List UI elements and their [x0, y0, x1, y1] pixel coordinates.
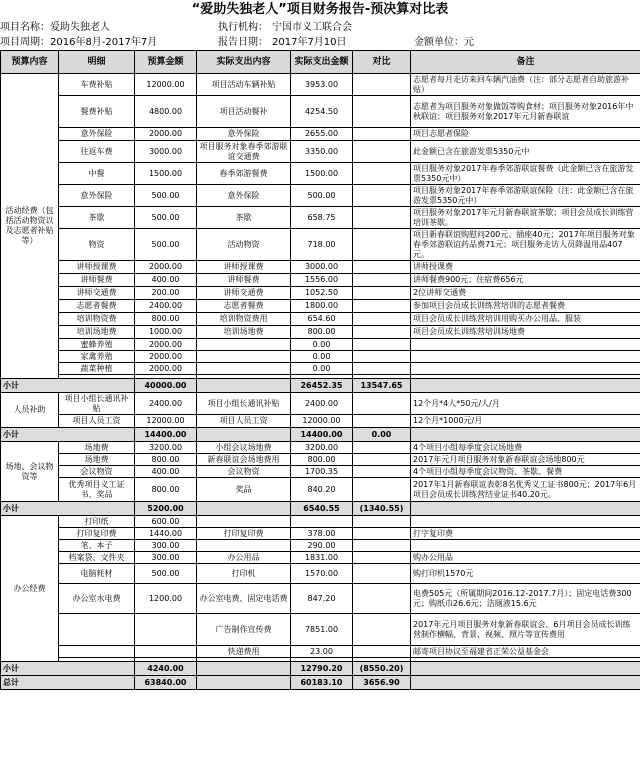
budget-amount: 500.00 — [135, 564, 197, 584]
note: 项目新春联谊购慰问200元、插座40元；2017年项目服务对象春季郊游联谊药品费71元；项目服务走访人员降温用品407元。 — [411, 229, 640, 261]
category-cell: 办公经费 — [1, 516, 59, 662]
item-cell: 会议物资 — [59, 466, 135, 478]
diff-amount — [353, 207, 411, 229]
table-row — [1, 207, 640, 229]
actual-amount: 800.00 — [291, 454, 353, 466]
note: 此金额已含在旅游发票5350元中 — [411, 141, 640, 163]
diff-amount — [353, 454, 411, 466]
actual-content: 打印机 — [197, 564, 291, 584]
table-row — [1, 442, 640, 454]
actual-content — [197, 351, 291, 363]
diff-amount: 0.00 — [353, 428, 411, 442]
actual-amount: 12000.00 — [291, 415, 353, 428]
item-cell: 蜜蜂养殖 — [59, 339, 135, 351]
table-row — [1, 141, 640, 163]
header-cell: 预算金额 — [135, 51, 197, 74]
item-cell: 中餐 — [59, 163, 135, 185]
item-cell: 讲师授课费 — [59, 261, 135, 274]
actual-amount: 800.00 — [291, 326, 353, 339]
budget-amount: 4800.00 — [135, 96, 197, 128]
table-row — [1, 540, 640, 552]
actual-content: 意外保险 — [197, 128, 291, 141]
item-cell: 车费补贴 — [59, 74, 135, 96]
actual-content: 快递费用 — [197, 646, 291, 658]
actual-amount: 0.00 — [291, 363, 353, 375]
actual-content — [197, 516, 291, 528]
item-cell: 往返车费 — [59, 141, 135, 163]
report-title: “爱助失独老人”项目财务报告-预决算对比表 — [191, 2, 449, 17]
actual-content: 新春联谊会场地费用 — [197, 454, 291, 466]
actual-content — [197, 540, 291, 552]
table-row — [1, 478, 640, 502]
actual-content — [197, 502, 291, 516]
unit-value: 元 — [464, 37, 474, 48]
table-row — [1, 393, 640, 415]
note: 项目服务对象2017年春季郊游联谊餐费（此金额已含在旅游发票5350元中） — [411, 163, 640, 185]
period-value: 2016年8月-2017年7月 — [50, 37, 158, 48]
table-row — [1, 564, 640, 584]
actual-content — [197, 339, 291, 351]
actual-content: 办公用品 — [197, 552, 291, 564]
project-name: 爱助失独老人 — [50, 22, 110, 33]
budget-amount: 14400.00 — [135, 428, 197, 442]
item-cell: 志愿者餐费 — [59, 300, 135, 313]
item-cell — [59, 614, 135, 646]
diff-amount — [353, 141, 411, 163]
diff-amount — [353, 96, 411, 128]
actual-content: 项目活动餐补 — [197, 96, 291, 128]
diff-amount — [353, 614, 411, 646]
diff-amount — [353, 584, 411, 614]
table-row — [1, 528, 640, 540]
budget-amount: 800.00 — [135, 454, 197, 466]
unit-label: 金额单位： — [414, 37, 464, 48]
budget-amount: 500.00 — [135, 207, 197, 229]
actual-amount: 7851.00 — [291, 614, 353, 646]
budget-amount: 800.00 — [135, 313, 197, 326]
subtotal-row — [1, 676, 640, 690]
actual-amount: 1831.00 — [291, 552, 353, 564]
report-date-label: 报告日期： — [218, 37, 268, 48]
note: 2位讲师交通费 — [411, 287, 640, 300]
actual-amount: 14400.00 — [291, 428, 353, 442]
meta-row-1 — [0, 20, 640, 35]
diff-amount — [353, 74, 411, 96]
org-name: 宁国市义工联合会 — [272, 22, 352, 33]
diff-amount: 13547.65 — [353, 379, 411, 393]
actual-amount: 1052.50 — [291, 287, 353, 300]
item-cell: 笔、本子 — [59, 540, 135, 552]
item-cell: 培训物资费 — [59, 313, 135, 326]
diff-amount — [353, 326, 411, 339]
note: 电费505元（所属期间2016.12-2017.7月）；固定电话费300元；购纸巾26.6元；洁厕液15.6元 — [411, 584, 640, 614]
note: 打字复印费 — [411, 528, 640, 540]
project-label: 项目名称： — [0, 22, 50, 33]
table-row — [1, 552, 640, 564]
budget-amount: 12000.00 — [135, 415, 197, 428]
diff-amount — [353, 313, 411, 326]
note — [411, 676, 640, 690]
item-cell: 培训场地费 — [59, 326, 135, 339]
subtotal-row — [1, 379, 640, 393]
diff-amount — [353, 646, 411, 658]
table-row — [1, 516, 640, 528]
actual-content: 办公室电费、固定电话费 — [197, 584, 291, 614]
note: 购打印机1570元 — [411, 564, 640, 584]
diff-amount — [353, 540, 411, 552]
note: 项目服务对象2017年春季郊游联谊保险（注：此金额已含在旅游发票5350元中） — [411, 185, 640, 207]
actual-amount: 658.75 — [291, 207, 353, 229]
actual-content: 奖品 — [197, 478, 291, 502]
budget-amount: 500.00 — [135, 229, 197, 261]
actual-content: 春季郊游餐费 — [197, 163, 291, 185]
table-row — [1, 339, 640, 351]
budget-amount: 3000.00 — [135, 141, 197, 163]
table-row — [1, 128, 640, 141]
actual-content: 讲师授课费 — [197, 261, 291, 274]
subtotal-label: 小计 — [1, 502, 135, 516]
actual-amount: 3953.00 — [291, 74, 353, 96]
actual-content: 会议物资 — [197, 466, 291, 478]
item-cell: 打印复印费 — [59, 528, 135, 540]
budget-amount: 4240.00 — [135, 662, 197, 676]
actual-content: 项目人员工资 — [197, 415, 291, 428]
header-cell: 对比 — [353, 51, 411, 74]
note: 参加项目会员成长训练营培训的志愿者餐费 — [411, 300, 640, 313]
item-cell: 讲师餐费 — [59, 274, 135, 287]
diff-amount — [353, 442, 411, 454]
item-cell: 餐费补贴 — [59, 96, 135, 128]
item-cell: 讲师交通费 — [59, 287, 135, 300]
actual-content: 志愿者餐费 — [197, 300, 291, 313]
diff-amount — [353, 300, 411, 313]
diff-amount: (8550.20) — [353, 662, 411, 676]
note — [411, 379, 640, 393]
actual-amount: 718.00 — [291, 229, 353, 261]
note: 2017年元月项目服务对象新春联谊会、6月项目会员成长训练营制作横幅、背景、视频、照片等宣传费用 — [411, 614, 640, 646]
actual-amount: 1800.00 — [291, 300, 353, 313]
actual-amount: 1570.00 — [291, 564, 353, 584]
table-row — [1, 96, 640, 128]
budget-amount: 2000.00 — [135, 363, 197, 375]
actual-content — [197, 379, 291, 393]
table-row — [1, 351, 640, 363]
actual-amount: 26452.35 — [291, 379, 353, 393]
note: 项目会员成长训练营培训场地费 — [411, 326, 640, 339]
actual-content: 打印复印费 — [197, 528, 291, 540]
subtotal-row — [1, 502, 640, 516]
diff-amount — [353, 393, 411, 415]
budget-amount: 2000.00 — [135, 128, 197, 141]
table-row — [1, 614, 640, 646]
budget-amount — [135, 646, 197, 658]
diff-amount — [353, 552, 411, 564]
note: 12个月*4人*50元/人/月 — [411, 393, 640, 415]
subtotal-label: 小计 — [1, 428, 135, 442]
table-row — [1, 466, 640, 478]
diff-amount — [353, 351, 411, 363]
diff-amount — [353, 363, 411, 375]
actual-amount: 2400.00 — [291, 393, 353, 415]
diff-amount — [353, 415, 411, 428]
actual-content: 培训场地费 — [197, 326, 291, 339]
note: 志愿者为项目服务对象做饭等购食材；项目服务对象2016年中秋联谊；项目服务对象2017年元月新春联谊 — [411, 96, 640, 128]
actual-content: 茶歇 — [197, 207, 291, 229]
budget-amount: 300.00 — [135, 552, 197, 564]
header-cell: 备注 — [411, 51, 640, 74]
budget-amount: 2000.00 — [135, 351, 197, 363]
subtotal-label: 小计 — [1, 662, 135, 676]
actual-amount — [291, 516, 353, 528]
item-cell: 茶歇 — [59, 207, 135, 229]
note: 项目会员成长训练营培训用购买办公用品、服装 — [411, 313, 640, 326]
table-row — [1, 363, 640, 375]
table-row — [1, 313, 640, 326]
actual-amount: 12790.20 — [291, 662, 353, 676]
actual-amount: 3350.00 — [291, 141, 353, 163]
budget-amount: 800.00 — [135, 478, 197, 502]
note — [411, 428, 640, 442]
table-row — [1, 261, 640, 274]
actual-content: 培训物资费用 — [197, 313, 291, 326]
actual-amount: 2655.00 — [291, 128, 353, 141]
actual-amount: 6540.55 — [291, 502, 353, 516]
note — [411, 540, 640, 552]
item-cell: 物资 — [59, 229, 135, 261]
note: 项目服务对象2017年元月新春联谊茶歇；项目会员成长训练营培训茶歇。 — [411, 207, 640, 229]
note — [411, 502, 640, 516]
header-cell: 实际支出金额 — [291, 51, 353, 74]
actual-amount: 4254.50 — [291, 96, 353, 128]
actual-content — [197, 662, 291, 676]
actual-content: 小组会议场地费 — [197, 442, 291, 454]
note — [411, 662, 640, 676]
actual-content — [197, 428, 291, 442]
budget-amount: 2000.00 — [135, 261, 197, 274]
note: 4个项目小组每季度会议物资、茶歇、餐费 — [411, 466, 640, 478]
budget-table — [0, 50, 640, 690]
category-cell: 活动经费（包括活动物资以及志愿者补贴等） — [1, 74, 59, 379]
subtotal-row — [1, 428, 640, 442]
actual-amount: 290.00 — [291, 540, 353, 552]
diff-amount: 3656.90 — [353, 676, 411, 690]
item-cell: 意外保险 — [59, 128, 135, 141]
meta-row-2 — [0, 35, 640, 50]
header-cell: 预算内容 — [1, 51, 59, 74]
actual-amount: 1556.00 — [291, 274, 353, 287]
item-cell: 电脑耗材 — [59, 564, 135, 584]
budget-amount: 12000.00 — [135, 74, 197, 96]
actual-amount: 0.00 — [291, 351, 353, 363]
budget-amount: 200.00 — [135, 287, 197, 300]
budget-amount: 300.00 — [135, 540, 197, 552]
actual-amount: 23.00 — [291, 646, 353, 658]
budget-amount: 1000.00 — [135, 326, 197, 339]
actual-amount: 3000.00 — [291, 261, 353, 274]
actual-amount: 1700.35 — [291, 466, 353, 478]
diff-amount: (1340.55) — [353, 502, 411, 516]
budget-amount: 1500.00 — [135, 163, 197, 185]
diff-amount — [353, 466, 411, 478]
actual-amount: 500.00 — [291, 185, 353, 207]
note: 4个项目小组每季度会议场地费 — [411, 442, 640, 454]
item-cell: 项目小组长通讯补贴 — [59, 393, 135, 415]
budget-amount — [135, 614, 197, 646]
actual-content: 广告制作宣传费 — [197, 614, 291, 646]
diff-amount — [353, 339, 411, 351]
diff-amount — [353, 163, 411, 185]
budget-amount: 3200.00 — [135, 442, 197, 454]
actual-amount: 654.60 — [291, 313, 353, 326]
table-row — [1, 415, 640, 428]
actual-amount: 0.00 — [291, 339, 353, 351]
diff-amount — [353, 516, 411, 528]
note: 2017年1月新春联谊表彰8名优秀义工证书800元；2017年6月项目会员成长训练营结业证书40.20元。 — [411, 478, 640, 502]
table-row — [1, 185, 640, 207]
diff-amount — [353, 229, 411, 261]
note: 项目志愿者保险 — [411, 128, 640, 141]
note — [411, 351, 640, 363]
header-cell: 实际支出内容 — [197, 51, 291, 74]
note: 12个月*1000元/月 — [411, 415, 640, 428]
diff-amount — [353, 478, 411, 502]
table-row — [1, 326, 640, 339]
subtotal-row — [1, 662, 640, 676]
table-row — [1, 163, 640, 185]
report-date: 2017年7月10日 — [272, 37, 347, 48]
actual-content: 项目服务对象春季郊游联谊交通费 — [197, 141, 291, 163]
subtotal-label: 总计 — [1, 676, 135, 690]
budget-amount: 5200.00 — [135, 502, 197, 516]
note — [411, 516, 640, 528]
diff-amount — [353, 274, 411, 287]
period-label: 项目周期： — [0, 37, 50, 48]
item-cell: 项目人员工资 — [59, 415, 135, 428]
category-cell: 人员补助 — [1, 393, 59, 428]
actual-content: 项目小组长通讯补贴 — [197, 393, 291, 415]
category-cell: 场地、会议物资等 — [1, 442, 59, 502]
item-cell: 打印纸 — [59, 516, 135, 528]
actual-content — [197, 363, 291, 375]
diff-amount — [353, 128, 411, 141]
diff-amount — [353, 528, 411, 540]
budget-amount: 500.00 — [135, 185, 197, 207]
actual-amount: 840.20 — [291, 478, 353, 502]
diff-amount — [353, 261, 411, 274]
note — [411, 339, 640, 351]
item-cell: 优秀项目义工证书、奖品 — [59, 478, 135, 502]
header-cell: 明细 — [59, 51, 135, 74]
budget-amount: 2400.00 — [135, 300, 197, 313]
actual-amount: 847.20 — [291, 584, 353, 614]
budget-amount: 400.00 — [135, 466, 197, 478]
item-cell — [59, 646, 135, 658]
note: 讲师餐费900元；住宿费656元 — [411, 274, 640, 287]
table-header-row — [1, 51, 640, 74]
table-row — [1, 74, 640, 96]
table-row — [1, 300, 640, 313]
note: 讲师授课费 — [411, 261, 640, 274]
note: 志愿者每月走访来回车辆汽油费（注：部分志愿者自助旅游补贴） — [411, 74, 640, 96]
table-row — [1, 454, 640, 466]
actual-amount: 3200.00 — [291, 442, 353, 454]
table-row — [1, 274, 640, 287]
item-cell: 场地费 — [59, 454, 135, 466]
actual-amount: 378.00 — [291, 528, 353, 540]
budget-amount: 40000.00 — [135, 379, 197, 393]
note: 购办公用品 — [411, 552, 640, 564]
actual-content: 讲师餐费 — [197, 274, 291, 287]
diff-amount — [353, 287, 411, 300]
item-cell: 档案袋、文件夹 — [59, 552, 135, 564]
table-row — [1, 229, 640, 261]
actual-content: 活动物资 — [197, 229, 291, 261]
budget-amount: 600.00 — [135, 516, 197, 528]
note: 2017年元月项目服务对象新春联谊会场地800元 — [411, 454, 640, 466]
note — [411, 363, 640, 375]
budget-amount: 1200.00 — [135, 584, 197, 614]
item-cell: 家禽养殖 — [59, 351, 135, 363]
budget-amount: 63840.00 — [135, 676, 197, 690]
table-row — [1, 287, 640, 300]
actual-amount: 1500.00 — [291, 163, 353, 185]
diff-amount — [353, 185, 411, 207]
budget-amount: 1440.00 — [135, 528, 197, 540]
actual-content: 项目活动车辆补贴 — [197, 74, 291, 96]
item-cell: 蔬菜种植 — [59, 363, 135, 375]
table-row — [1, 584, 640, 614]
item-cell: 场地费 — [59, 442, 135, 454]
table-row — [1, 646, 640, 658]
actual-content: 讲师交通费 — [197, 287, 291, 300]
budget-amount: 400.00 — [135, 274, 197, 287]
subtotal-label: 小计 — [1, 379, 135, 393]
budget-amount: 2000.00 — [135, 339, 197, 351]
actual-content — [197, 676, 291, 690]
budget-amount: 2400.00 — [135, 393, 197, 415]
actual-content: 意外保险 — [197, 185, 291, 207]
note: 邮寄项目协议至福建省正荣公益基金会 — [411, 646, 640, 658]
actual-amount: 60183.10 — [291, 676, 353, 690]
item-cell: 意外保险 — [59, 185, 135, 207]
diff-amount — [353, 564, 411, 584]
org-label: 执行机构： — [218, 22, 268, 33]
item-cell: 办公室水电费 — [59, 584, 135, 614]
